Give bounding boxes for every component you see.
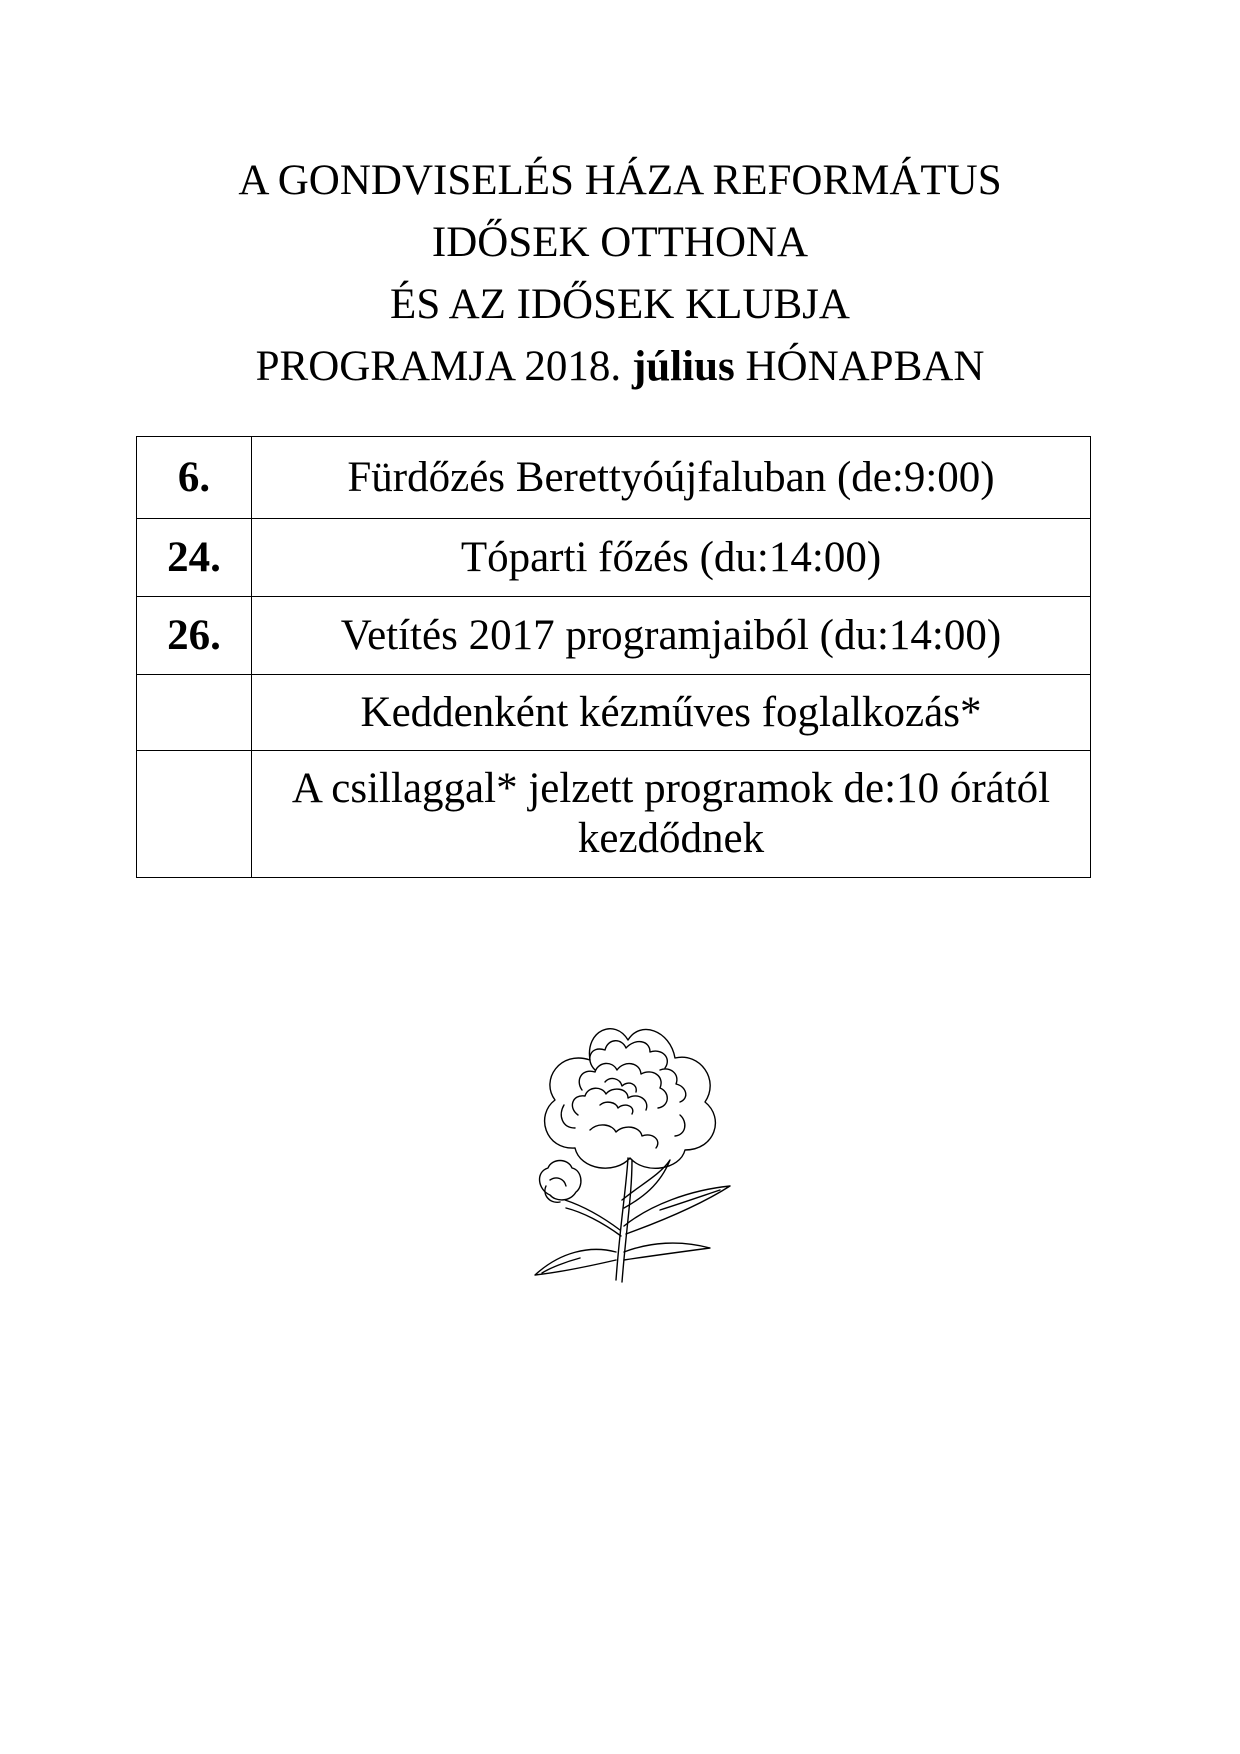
program-event: A csillaggal* jelzett programok de:10 órától kezdődnek: [252, 751, 1091, 878]
program-event: Tóparti főzés (du:14:00): [252, 519, 1091, 597]
program-day: 6.: [137, 437, 252, 519]
title-month: július: [631, 343, 735, 390]
program-day: 26.: [137, 597, 252, 675]
table-row: [137, 751, 1091, 878]
program-event: Fürdőzés Berettyóújfaluban (de:9:00): [252, 437, 1091, 519]
program-day: [137, 751, 252, 878]
program-event: Keddenként kézműves foglalkozás*: [252, 675, 1091, 751]
title-line-4-suffix: HÓNAPBAN: [745, 343, 985, 390]
title-line-1: A GONDVISELÉS HÁZA REFORMÁTUS: [238, 157, 1002, 204]
table-row: [137, 519, 1091, 597]
title-line-4-prefix: PROGRAMJA 2018.: [255, 343, 622, 390]
title-line-2: IDŐSEK OTTHONA: [431, 219, 809, 266]
title-line-3: ÉS AZ IDŐSEK KLUBJA: [390, 281, 850, 328]
title-line-4: [0, 336, 1240, 398]
program-table: [136, 436, 1091, 878]
peony-flower-icon: [520, 990, 770, 1300]
table-row: [137, 675, 1091, 751]
program-day: 24.: [137, 519, 252, 597]
document-title: [0, 150, 1240, 398]
table-row: [137, 597, 1091, 675]
program-day: [137, 675, 252, 751]
table-row: [137, 437, 1091, 519]
program-event: Vetítés 2017 programjaiból (du:14:00): [252, 597, 1091, 675]
